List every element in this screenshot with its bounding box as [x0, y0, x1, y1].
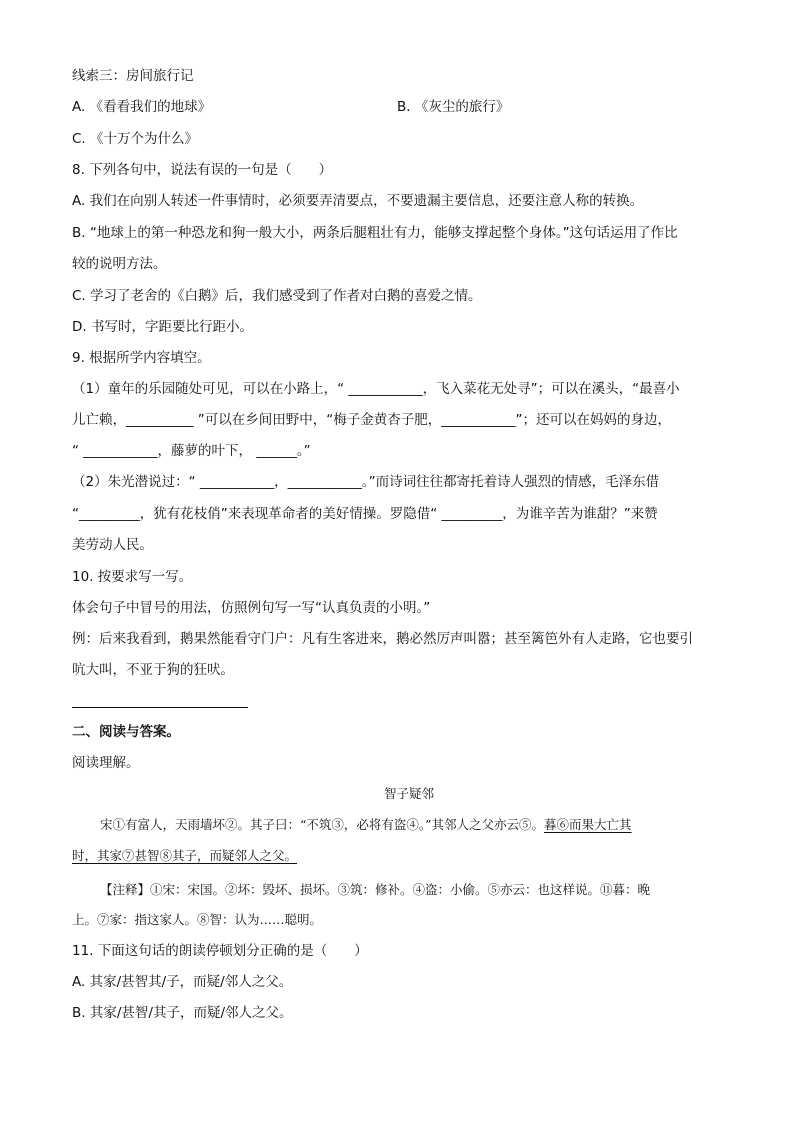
passage-notes-line1: 【注释】①宋：宋国。②坏：毁坏、损坏。③筑：修补。④盗：小偷。⑤亦云：也这样说。⑪暮：晚	[100, 882, 651, 897]
passage-line1	[100, 815, 632, 835]
passage-line2-underlined: 时，其家⑦甚智⑧其子，而疑邻人之父。	[72, 848, 298, 863]
passage-line1-underlined: 暮⑥而果大亡其	[544, 817, 632, 832]
passage-title: 智子疑邻	[384, 786, 435, 801]
q9-part1-line2: 儿亡赖，__________ ”可以在乡间田野中，“梅子金黄杏子肥，___________”；还可以在妈妈的身边，	[72, 412, 672, 428]
q8-option-b-line2: 较的说明方法。	[72, 256, 167, 272]
q8-stem: 8. 下列各句中，说法有误的一句是（ ）	[72, 162, 333, 178]
q9-part2-line1: （2）朱光潜说过：“ ___________，___________。”而诗词往往都寄托着诗人强烈的情感，毛泽东借	[72, 474, 660, 490]
q8-option-c: C. 学习了老舍的《白鹅》后，我们感受到了作者对白鹅的喜爱之情。	[72, 288, 482, 304]
q10-example-line2: 吭大叫，不亚于狗的狂吠。	[72, 662, 234, 678]
q7-option-b: B. 《灰尘的旅行》	[397, 99, 510, 115]
q9-part1-line3: “ ___________，藤萝的叶下， ______。”	[72, 443, 311, 459]
q8-option-d: D. 书写时，字距要比行距小。	[72, 319, 253, 335]
q11-option-a: A. 其家/甚智其/子，而疑/邻人之父。	[72, 974, 293, 990]
q7-option-a: A. 《看看我们的地球》	[72, 99, 212, 115]
q11-option-b: B. 其家/甚智/其子，而疑/邻人之父。	[72, 1005, 293, 1021]
q10-stem: 10. 按要求写一写。	[72, 569, 193, 585]
passage-line2	[72, 846, 297, 866]
q9-stem: 9. 根据所学内容填空。	[72, 350, 211, 366]
passage-notes-line2: 上。⑦家：指这家人。⑧智：认为……聪明。	[72, 912, 323, 927]
answer-line	[72, 707, 248, 708]
q7-option-c: C. 《十万个为什么》	[72, 131, 199, 147]
q9-part2-line2: “_________，犹有花枝俏”来表现革命者的美好情操。罗隐借“ _________，为谁辛苦为谁甜？”来赞	[72, 506, 658, 522]
q10-example-line1: 例：后来我看到，鹅果然能看守门户：凡有生客进来，鹅必然厉声叫嚣；甚至篱笆外有人走路，它也要引	[72, 631, 693, 647]
q10-task: 体会句子中冒号的用法，仿照例句写一写“认真负责的小明。”	[72, 600, 431, 616]
section-two-heading: 二、阅读与答案。	[72, 724, 180, 740]
q8-option-b-line1: B. “地球上的第一种恐龙和狗一般大小，两条后腿粗壮有力，能够支撑起整个身体。”这句话运用了作比	[72, 225, 678, 241]
clue-three-heading: 线索三：房间旅行记	[72, 68, 194, 84]
q8-option-a: A. 我们在向别人转述一件事情时，必须要弄清要点，不要遗漏主要信息，还要注意人称的转换。	[72, 193, 644, 209]
q9-part2-line3: 美劳动人民。	[72, 537, 153, 553]
q9-part1-line1: （1）童年的乐园随处可见，可以在小路上，“ ___________，飞入菜花无处寻”；可以在溪头，“最喜小	[72, 381, 680, 397]
passage-line1-text: 宋①有富人，天雨墙坏②。其子曰：“不筑③，必将有盗④。”其邻人之父亦云⑤。	[100, 817, 545, 832]
reading-label: 阅读理解。	[72, 755, 140, 771]
q11-stem: 11. 下面这句话的朗读停顿划分正确的是（ ）	[72, 943, 368, 959]
